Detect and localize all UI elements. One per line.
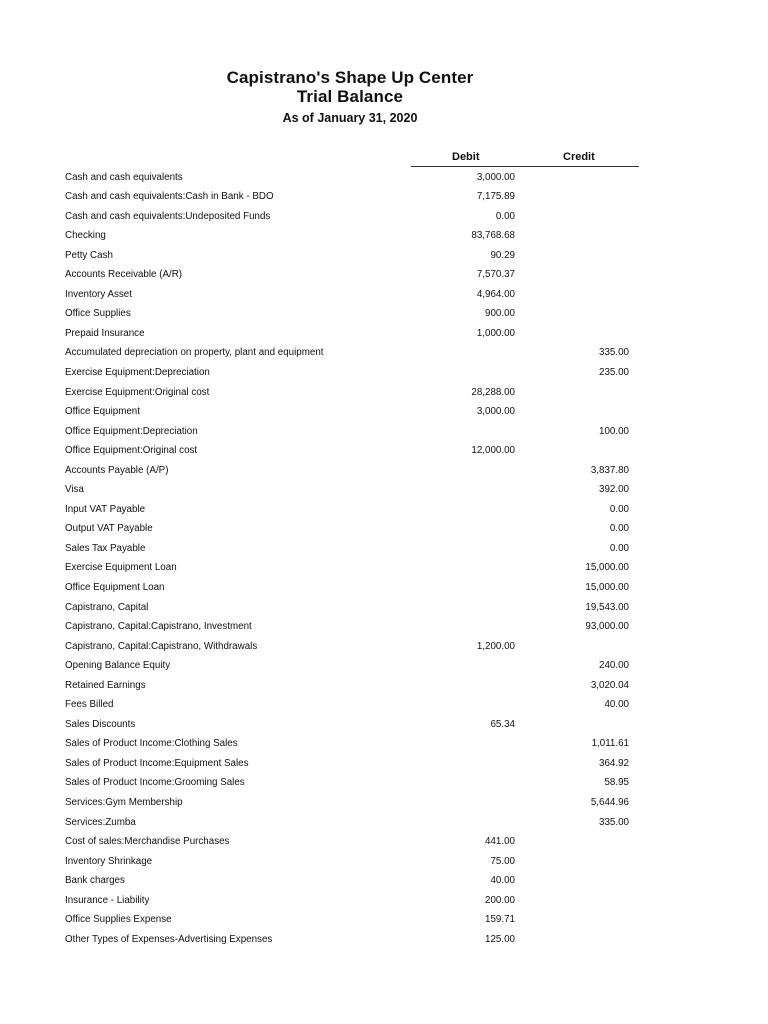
account-name: Accumulated depreciation on property, plant and equipment	[65, 347, 324, 359]
account-name: Office Supplies	[65, 308, 131, 320]
credit-amount: 58.95	[604, 777, 629, 789]
debit-amount: 1,000.00	[476, 327, 515, 339]
account-name: Bank charges	[65, 875, 125, 887]
account-name: Sales of Product Income:Clothing Sales	[65, 738, 238, 750]
credit-amount: 19,543.00	[585, 601, 629, 613]
debit-amount: 0.00	[495, 210, 515, 222]
credit-amount: 100.00	[599, 425, 629, 437]
table-row	[0, 735, 768, 755]
table-row	[0, 266, 768, 286]
account-name: Office Equipment:Original cost	[65, 445, 198, 457]
credit-amount: 335.00	[599, 347, 629, 359]
credit-amount: 335.00	[599, 816, 629, 828]
credit-column-header: Credit	[563, 151, 595, 163]
table-row	[0, 462, 768, 482]
account-name: Output VAT Payable	[65, 523, 153, 535]
table-row	[0, 755, 768, 775]
account-name: Petty Cash	[65, 249, 113, 261]
account-name: Sales of Product Income:Equipment Sales	[65, 757, 249, 769]
debit-amount: 90.29	[490, 249, 515, 261]
account-name: Inventory Shrinkage	[65, 855, 153, 867]
account-name: Capistrano, Capital:Capistrano, Investment	[65, 621, 252, 633]
credit-amount: 240.00	[599, 660, 629, 672]
table-row	[0, 501, 768, 521]
credit-amount: 392.00	[599, 484, 629, 496]
company-name: Capistrano's Shape Up Center	[226, 68, 474, 87]
table-row	[0, 559, 768, 579]
table-row	[0, 599, 768, 619]
credit-amount: 0.00	[609, 503, 629, 515]
account-name: Cash and cash equivalents:Cash in Bank - BDO	[65, 191, 274, 203]
account-name: Services:Gym Membership	[65, 797, 183, 808]
debit-amount: 159.71	[485, 914, 515, 926]
account-name: Inventory Asset	[65, 288, 132, 300]
account-name: Office Equipment:Depreciation	[65, 425, 198, 437]
table-row	[0, 188, 768, 208]
table-row	[0, 579, 768, 599]
debit-amount: 441.00	[485, 836, 515, 848]
table-row	[0, 833, 768, 853]
debit-amount: 7,570.37	[476, 269, 515, 281]
table-row	[0, 520, 768, 540]
account-name: Exercise Equipment:Depreciation	[65, 366, 210, 378]
account-name: Services:Zumba	[65, 816, 136, 828]
table-row	[0, 892, 768, 912]
account-name: Other Types of Expenses-Advertising Expenses	[65, 933, 273, 945]
debit-amount: 3,000.00	[476, 171, 515, 183]
debit-amount: 3,000.00	[476, 406, 515, 418]
credit-amount: 1,011.61	[591, 738, 629, 750]
debit-amount: 900.00	[485, 308, 515, 320]
account-name: Office Equipment	[65, 406, 140, 418]
table-row	[0, 227, 768, 247]
account-name: Exercise Equipment:Original cost	[65, 386, 210, 398]
debit-amount: 12,000.00	[471, 445, 515, 457]
table-row	[0, 247, 768, 267]
account-name: Exercise Equipment Loan	[65, 562, 177, 574]
debit-amount: 28,288.00	[471, 386, 515, 398]
debit-amount: 125.00	[485, 933, 515, 945]
account-name: Prepaid Insurance	[65, 327, 145, 339]
account-name: Sales Tax Payable	[65, 542, 146, 554]
table-row	[0, 403, 768, 423]
table-row	[0, 540, 768, 560]
debit-amount: 65.34	[490, 718, 515, 730]
table-row	[0, 618, 768, 638]
account-name: Fees Billed	[65, 699, 114, 711]
table-row	[0, 911, 768, 931]
debit-amount: 7,175.89	[476, 191, 515, 203]
table-row	[0, 325, 768, 345]
table-row	[0, 344, 768, 364]
account-name: Cash and cash equivalents	[65, 171, 183, 183]
report-title: Trial Balance	[296, 87, 404, 106]
table-row	[0, 286, 768, 306]
debit-amount: 1,200.00	[476, 640, 515, 652]
table-row	[0, 364, 768, 384]
debit-amount: 40.00	[490, 875, 515, 887]
account-name: Office Supplies Expense	[65, 914, 172, 926]
account-name: Sales of Product Income:Grooming Sales	[65, 777, 245, 789]
table-row	[0, 794, 768, 814]
account-name: Accounts Receivable (A/R)	[65, 269, 183, 281]
account-name: Input VAT Payable	[65, 503, 146, 515]
account-name: Cash and cash equivalents:Undeposited Funds	[65, 210, 271, 222]
credit-amount: 3,020.04	[590, 679, 629, 691]
account-name: Retained Earnings	[65, 679, 146, 691]
table-row	[0, 657, 768, 677]
table-row	[0, 931, 768, 951]
trial-balance-table	[0, 169, 768, 951]
credit-amount: 93,000.00	[585, 621, 629, 633]
credit-amount: 40.00	[604, 699, 629, 711]
table-row	[0, 481, 768, 501]
table-row	[0, 384, 768, 404]
debit-column-header: Debit	[452, 151, 480, 163]
credit-amount: 235.00	[599, 366, 629, 378]
table-row	[0, 638, 768, 658]
table-row	[0, 169, 768, 189]
table-row	[0, 814, 768, 834]
account-name: Accounts Payable (A/P)	[65, 464, 169, 476]
table-row	[0, 853, 768, 873]
account-name: Visa	[65, 484, 84, 496]
account-name: Cost of sales:Merchandise Purchases	[65, 836, 230, 848]
account-name: Sales Discounts	[65, 718, 136, 730]
credit-amount: 0.00	[609, 523, 629, 535]
debit-amount: 4,964.00	[476, 288, 515, 300]
debit-amount: 83,768.68	[471, 230, 515, 242]
credit-amount: 364.92	[599, 757, 629, 769]
debit-amount: 75.00	[490, 855, 515, 867]
table-row	[0, 872, 768, 892]
account-name: Capistrano, Capital	[65, 601, 149, 613]
credit-amount: 15,000.00	[585, 562, 629, 574]
table-row	[0, 442, 768, 462]
credit-amount: 0.00	[609, 542, 629, 554]
table-row	[0, 774, 768, 794]
report-date: As of January 31, 2020	[282, 111, 418, 125]
account-name: Capistrano, Capital:Capistrano, Withdrawals	[65, 640, 258, 652]
account-name: Insurance - Liability	[65, 894, 150, 906]
credit-amount: 3,837.80	[590, 464, 629, 476]
table-row	[0, 696, 768, 716]
table-row	[0, 677, 768, 697]
account-name: Opening Balance Equity	[65, 660, 171, 672]
account-name: Office Equipment Loan	[65, 581, 165, 593]
debit-amount: 200.00	[485, 894, 515, 906]
table-row	[0, 423, 768, 443]
header-divider	[411, 166, 639, 167]
table-row	[0, 716, 768, 736]
table-row	[0, 208, 768, 228]
table-row	[0, 305, 768, 325]
account-name: Checking	[65, 230, 106, 242]
credit-amount: 5,644.96	[590, 797, 629, 808]
credit-amount: 15,000.00	[585, 581, 629, 593]
